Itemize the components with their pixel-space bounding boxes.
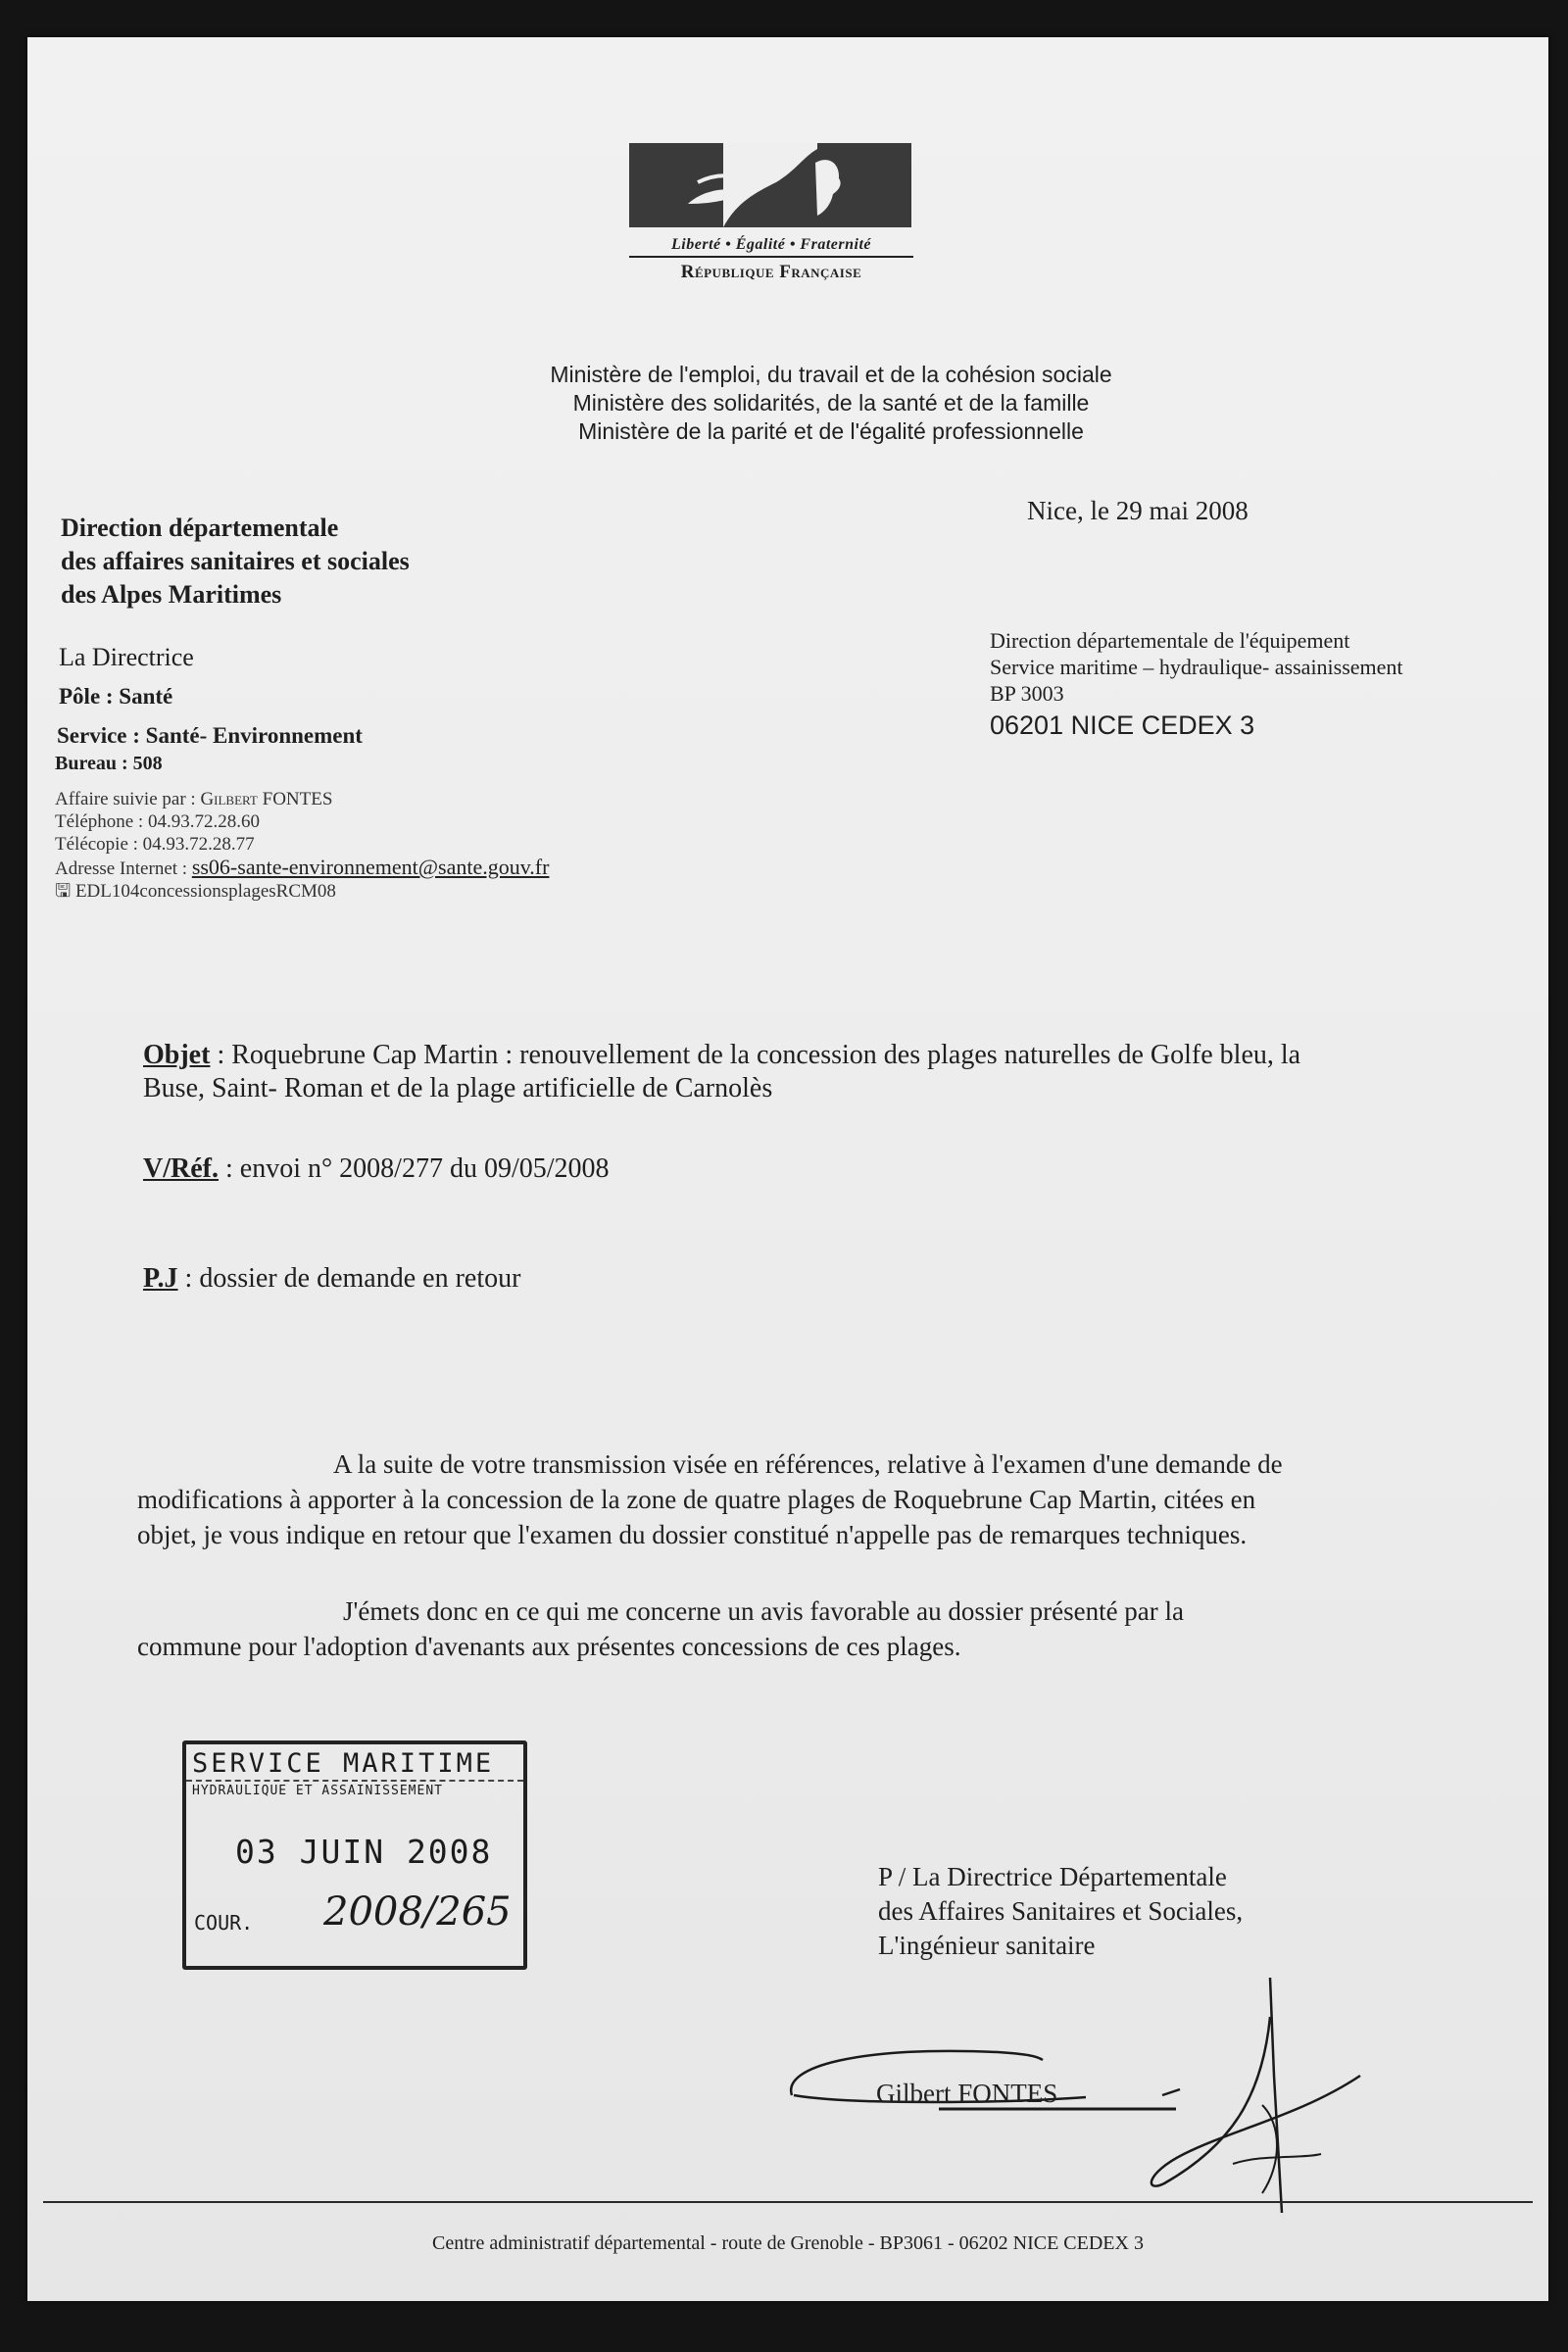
body-paragraph-1: A la suite de votre transmission visée en références, relative à l'examen d'une demande de modifications à apporter à la concession de la zone de quatre plages de Roquebrune Cap Martin, citées en objet, je vous indique en retour que l'examen du dossier constitué n'appelle pas de remarques techniques.	[137, 1449, 1283, 1549]
attachments-text: : dossier de demande en retour	[177, 1263, 521, 1294]
sender-service: Service : Santé- Environnement	[57, 723, 363, 748]
attachments	[143, 1262, 520, 1296]
republic-logo	[629, 143, 913, 283]
ministry-line: Ministère de la parité et de l'égalité professionnelle	[578, 418, 1084, 444]
recipient-address	[990, 627, 1403, 739]
ministry-line: Ministère des solidarités, de la santé et de la famille	[572, 390, 1090, 416]
republique-francaise: République Française	[680, 262, 862, 282]
telecopie: Télécopie : 04.93.72.28.77	[55, 834, 255, 855]
stamp-label: COUR.	[194, 1911, 254, 1935]
attachments-label: P.J	[143, 1263, 178, 1294]
motto-divider	[629, 256, 913, 258]
footer-address: Centre administratif départemental - route de Grenoble - BP3061 - 06202 NICE CEDEX 3	[432, 2232, 1144, 2254]
subject-label: Objet	[143, 1040, 211, 1070]
subject	[143, 1039, 1554, 1105]
signature-line: P / La Directrice Départementale	[878, 1862, 1227, 1891]
subject-text: : Roquebrune Cap Martin : renouvellement de la concession des plages naturelles de Golfe bleu, la	[210, 1040, 1301, 1070]
stamp-number: 2008/265	[323, 1889, 512, 1935]
marianne-logo-icon	[629, 143, 911, 227]
floppy-disk-icon: 🖫	[55, 881, 72, 902]
letter-page	[27, 37, 1548, 2301]
stamp-date: 03 JUIN 2008	[235, 1833, 493, 1871]
sender-org-line: des Alpes Maritimes	[61, 580, 282, 609]
signatory-name: Gilbert FONTES	[876, 2079, 1058, 2108]
reference-label: V/Réf.	[143, 1153, 219, 1184]
letter-date: Nice, le 29 mai 2008	[1027, 496, 1249, 525]
affaire-suivie: Affaire suivie par : Gilbert FONTES	[55, 789, 333, 809]
handwritten-signature-icon	[772, 1958, 1380, 2213]
stamp-line-2: HYDRAULIQUE ET ASSAINISSEMENT	[192, 1784, 443, 1798]
recipient-line: BP 3003	[990, 681, 1064, 706]
sender-org-line: Direction départementale	[61, 514, 339, 542]
body-paragraph-2: J'émets donc en ce qui me concerne un avis favorable au dossier présenté par la commune pour l'adoption d'avenants aux présentes concessions de ces plages.	[137, 1596, 1185, 1661]
sender-pole: Pôle : Santé	[59, 684, 173, 709]
footer-divider	[43, 2201, 1533, 2203]
recipient-cedex: 06201 NICE CEDEX 3	[990, 710, 1255, 740]
email-link[interactable]: ss06-sante-environnement@sante.gouv.fr	[191, 855, 550, 879]
reference-text: : envoi n° 2008/277 du 09/05/2008	[218, 1153, 610, 1184]
signature-line: L'ingénieur sanitaire	[878, 1931, 1096, 1960]
stamp-line-1: SERVICE MARITIME	[192, 1748, 495, 1779]
file-reference: 🖫 EDL104concessionsplagesRCM08	[55, 881, 336, 902]
sender-organization	[61, 512, 410, 612]
stamp-divider	[186, 1780, 523, 1782]
reference	[143, 1152, 610, 1186]
sender-contact	[55, 788, 549, 903]
contact-person: Gilbert FONTES	[200, 789, 333, 809]
recipient-line: Direction départementale de l'équipement	[990, 628, 1350, 653]
sender-bureau: Bureau : 508	[55, 753, 163, 774]
subject-text-cont: Buse, Saint- Roman et de la plage artificielle de Carnolès	[143, 1073, 773, 1103]
republic-motto: Liberté • Égalité • Fraternité	[671, 236, 871, 253]
ministries-list	[449, 361, 1213, 446]
signature-block	[878, 1860, 1243, 1963]
sender-title: La Directrice	[59, 643, 194, 671]
signature-line: des Affaires Sanitaires et Sociales,	[878, 1896, 1244, 1926]
internet-address: Adresse Internet : ss06-sante-environnement@sante.gouv.fr	[55, 855, 550, 879]
sender-org-line: des affaires sanitaires et sociales	[61, 547, 410, 575]
ministry-line: Ministère de l'emploi, du travail et de la cohésion sociale	[550, 362, 1112, 387]
reception-stamp	[182, 1740, 527, 1970]
recipient-line: Service maritime – hydraulique- assainissement	[990, 655, 1403, 679]
telephone: Téléphone : 04.93.72.28.60	[55, 811, 260, 832]
